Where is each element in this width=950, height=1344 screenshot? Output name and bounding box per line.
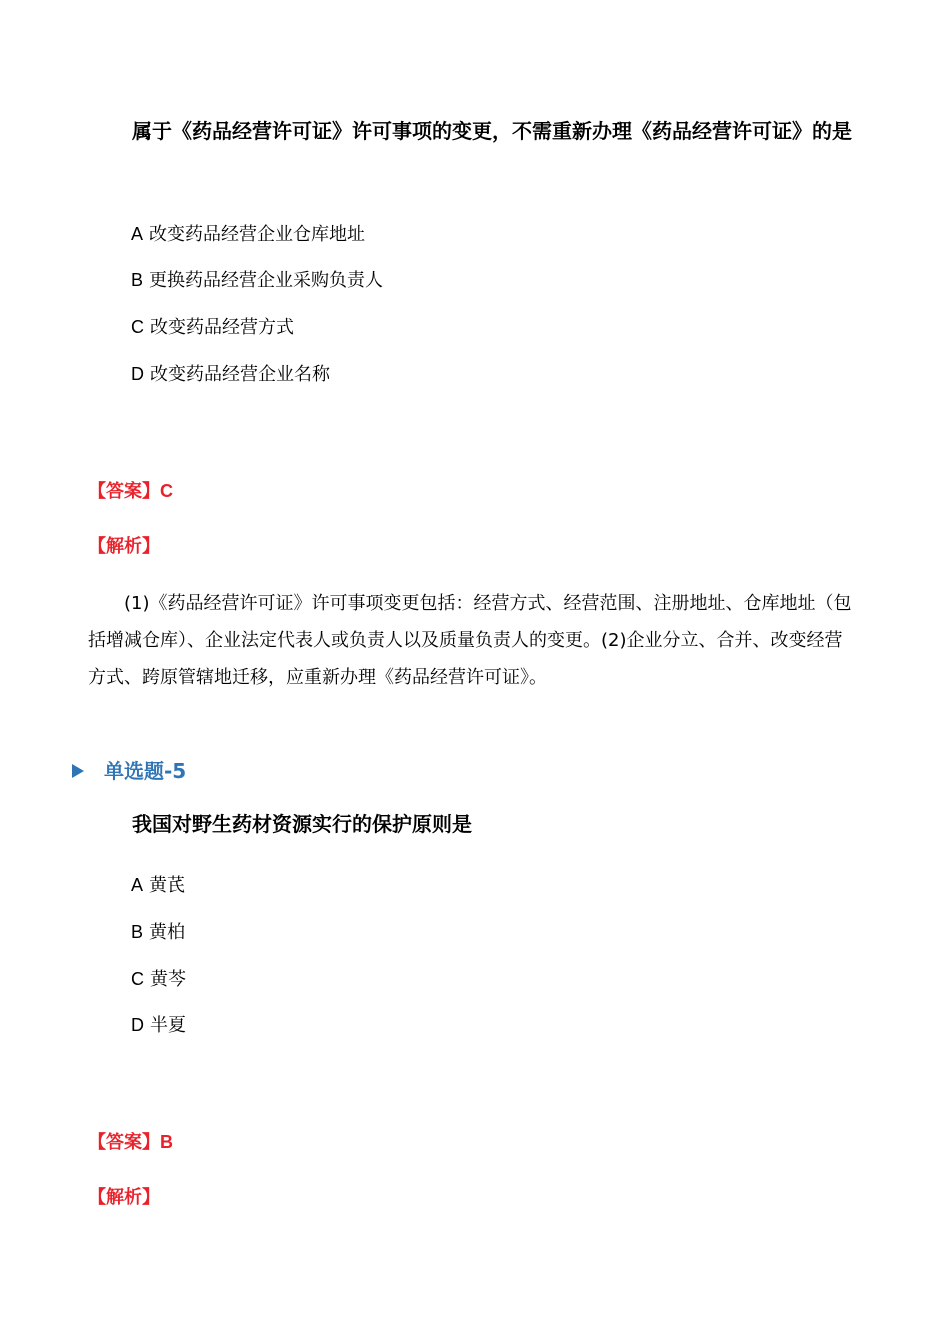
option-letter: C	[131, 317, 144, 337]
section-heading	[72, 757, 186, 785]
question-title: 属于《药品经营许可证》许可事项的变更，不需重新办理《药品经营许可证》的是	[132, 119, 852, 143]
option-c	[131, 314, 294, 341]
option-a	[131, 221, 365, 248]
option-text: 改变药品经营企业名称	[150, 364, 330, 385]
answer-label: 【答案】	[88, 1132, 160, 1153]
option-d	[131, 361, 330, 388]
question-title: 我国对野生药材资源实行的保护原则是	[132, 812, 472, 836]
option-letter: A	[131, 224, 144, 244]
option-a	[131, 872, 185, 899]
option-c	[131, 966, 186, 993]
option-d	[131, 1012, 186, 1039]
option-letter: B	[131, 922, 144, 942]
option-text: 黄芩	[150, 969, 186, 990]
option-letter: C	[131, 969, 144, 989]
option-text: 改变药品经营方式	[150, 317, 294, 338]
option-letter: A	[131, 875, 144, 895]
option-b	[131, 919, 185, 946]
option-text: 黄芪	[149, 875, 186, 896]
option-text: 改变药品经营企业仓库地址	[149, 224, 366, 245]
explain-label: 【解析】	[88, 1187, 160, 1208]
answer-value: B	[160, 1132, 173, 1152]
arrow-right-icon	[72, 764, 84, 778]
explain-label: 【解析】	[88, 536, 160, 557]
answer-label: 【答案】	[88, 481, 160, 502]
option-letter: B	[131, 270, 144, 290]
option-b	[131, 267, 383, 294]
section-title: 单选题-5	[104, 759, 187, 783]
answer-line	[88, 478, 173, 505]
answer-line	[88, 1129, 173, 1156]
option-letter: D	[131, 364, 144, 384]
option-letter: D	[131, 1015, 144, 1035]
option-text: 黄柏	[149, 922, 186, 943]
explain-text: (1)《药品经营许可证》许可事项变更包括：经营方式、经营范围、注册地址、仓库地址（包括增减仓库）、企业法定代表人或负责人以及质量负责人的变更。(2)企业分立、合并、改变经营方式、跨原管辖地迁移，应重新办理《药品经营许可证》。	[88, 593, 852, 688]
option-text: 半夏	[150, 1015, 186, 1036]
option-text: 更换药品经营企业采购负责人	[149, 270, 384, 291]
answer-value: C	[160, 481, 173, 501]
